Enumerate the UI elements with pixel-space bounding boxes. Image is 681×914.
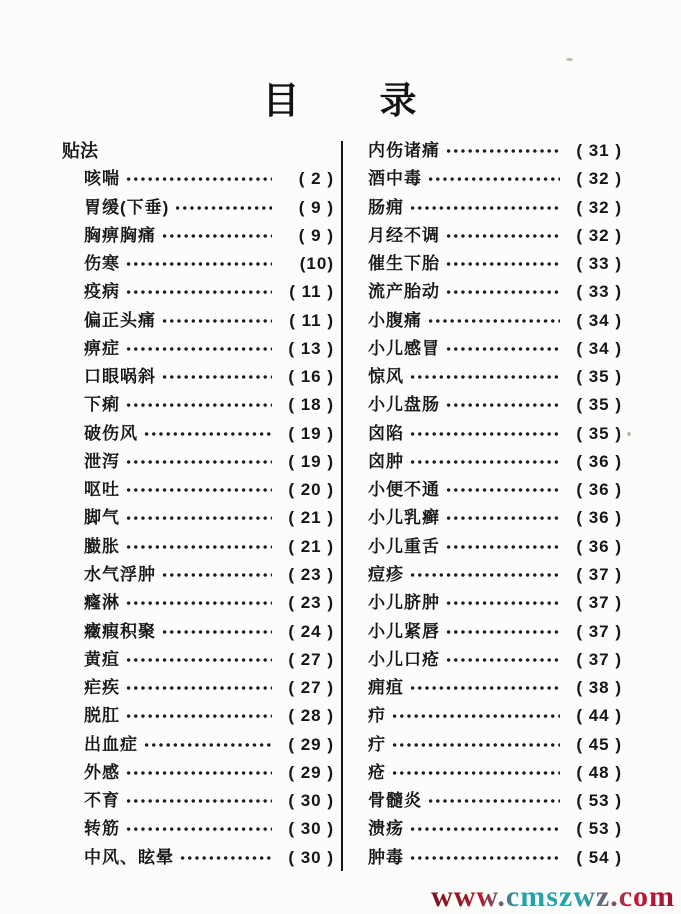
toc-entry-title: 内伤诸痛 (368, 141, 440, 160)
dot-leader (443, 335, 560, 363)
dot-leader (443, 222, 560, 250)
toc-entry-title: 破伤风 (84, 423, 138, 443)
toc-entry-page: ( 16 ) (288, 367, 334, 387)
toc-entry-page: ( 36 ) (576, 480, 622, 500)
toc-entry-title: 呕吐 (84, 480, 120, 500)
toc-entry-page: ( 35 ) (576, 423, 622, 443)
toc-entry (368, 674, 622, 702)
dot-leader (123, 702, 272, 730)
dot-leader (172, 194, 272, 222)
toc-entry (62, 702, 334, 730)
toc-entry-title: 肠痈 (368, 197, 404, 217)
dot-leader (425, 307, 560, 335)
toc-entry-page: ( 27 ) (288, 678, 334, 698)
dot-leader (123, 250, 272, 278)
toc-entry-title: 痹症 (84, 338, 120, 358)
toc-entry (62, 731, 334, 759)
toc-entry (368, 307, 622, 335)
toc-entry-title: 小儿口疮 (368, 649, 440, 669)
toc-entry (368, 731, 622, 759)
dot-leader (443, 589, 560, 617)
dot-leader (443, 250, 560, 278)
toc-entry-title: 囟陷 (368, 423, 404, 443)
toc-entry (368, 194, 622, 222)
toc-entry-title: 骨髓炎 (368, 791, 422, 811)
toc-entry-page: ( 28 ) (288, 706, 334, 726)
toc-entry (62, 278, 334, 306)
toc-entry-page: ( 38 ) (576, 678, 622, 698)
dot-leader (141, 420, 272, 448)
toc-entry (62, 222, 334, 250)
toc-entry-page: ( 53 ) (576, 819, 622, 839)
toc-entry-title: 臌胀 (84, 536, 120, 556)
toc-entry-page: ( 37 ) (576, 649, 622, 669)
toc-entry-title: 囟肿 (368, 451, 404, 471)
toc-entry (368, 448, 622, 476)
toc-entry-title: 咳喘 (84, 169, 120, 189)
toc-entry-page: ( 18 ) (288, 395, 334, 415)
toc-entry (62, 194, 334, 222)
dot-leader (443, 278, 560, 306)
toc-entry-title: 疔 (368, 734, 386, 754)
dot-leader (159, 222, 272, 250)
toc-entry-page: ( 53 ) (576, 791, 622, 811)
scan-artifact (566, 58, 573, 61)
toc-entry-title: 小儿紧唇 (368, 621, 440, 641)
toc-entry-title: 胃缓(下垂) (84, 197, 170, 217)
toc-entry-page: ( 29 ) (288, 762, 334, 782)
toc-entry-page: ( 31 ) (576, 141, 622, 160)
toc-entry (368, 335, 622, 363)
toc-entry-title: 外感 (84, 762, 120, 782)
section-header: 贴法 (62, 141, 98, 161)
dot-leader (443, 618, 560, 646)
toc-entry-page: ( 21 ) (288, 536, 334, 556)
toc-right-column (368, 137, 622, 872)
toc-entry-title: 痘疹 (368, 564, 404, 584)
toc-entry (62, 561, 334, 589)
dot-leader (123, 335, 272, 363)
toc-entry-page: ( 54 ) (576, 847, 622, 867)
dot-leader (389, 702, 560, 730)
dot-leader (123, 589, 272, 617)
toc-entry (62, 476, 334, 504)
toc-entry-title: 下痢 (84, 395, 120, 415)
toc-entry-page: ( 34 ) (576, 310, 622, 330)
toc-entry (368, 844, 622, 872)
toc-entry-page: ( 9 ) (298, 225, 334, 245)
toc-entry (368, 278, 622, 306)
dot-leader (443, 137, 560, 165)
toc-entry-title: 癥瘕积聚 (84, 621, 156, 641)
toc-entry-title: 流产胎动 (368, 282, 440, 302)
toc-entry-page: ( 33 ) (576, 254, 622, 274)
toc-entry (368, 165, 622, 193)
dot-leader (159, 561, 272, 589)
toc-entry-title: 黄疸 (84, 649, 120, 669)
toc-entry (368, 561, 622, 589)
toc-entry (62, 618, 334, 646)
toc-entry (62, 589, 334, 617)
toc-entry-page: ( 48 ) (576, 762, 622, 782)
toc-entry-title: 肿毒 (368, 847, 404, 867)
toc-entry-title: 脚气 (84, 508, 120, 528)
toc-entry (368, 137, 622, 165)
dot-leader (407, 844, 560, 872)
toc-entry-page: ( 32 ) (576, 225, 622, 245)
toc-entry-title: 疫病 (84, 282, 120, 302)
dot-leader (407, 448, 560, 476)
toc-entry-page: ( 20 ) (288, 480, 334, 500)
toc-entry-title: 泄泻 (84, 451, 120, 471)
toc-entry-page: ( 2 ) (298, 169, 334, 189)
toc-entry (62, 165, 334, 193)
toc-entry (62, 759, 334, 787)
toc-entry-page: ( 13 ) (288, 338, 334, 358)
toc-entry (62, 646, 334, 674)
toc-entry (62, 448, 334, 476)
toc-entry (368, 618, 622, 646)
toc-entry-page: ( 32 ) (576, 197, 622, 217)
toc-entry-title: 水气浮肿 (84, 565, 156, 585)
dot-leader (443, 533, 560, 561)
toc-entry-title: 脱肛 (84, 706, 120, 726)
toc-entry-page: ( 34 ) (576, 338, 622, 358)
toc-entry-page: ( 30 ) (288, 819, 334, 839)
dot-leader (123, 391, 272, 419)
dot-leader (407, 815, 560, 843)
dot-leader (407, 363, 560, 391)
toc-entry (62, 533, 334, 561)
dot-leader (123, 278, 272, 306)
toc-entry-page: ( 19 ) (288, 423, 334, 443)
toc-entry-page: ( 36 ) (576, 536, 622, 556)
toc-entry (368, 391, 622, 419)
toc-entry (368, 787, 622, 815)
toc-entry (368, 420, 622, 448)
toc-entry-page: ( 21 ) (288, 508, 334, 528)
toc-entry-title: 伤寒 (84, 254, 120, 274)
toc-entry-page: ( 11 ) (289, 282, 334, 302)
toc-entry-page: ( 36 ) (576, 451, 622, 471)
toc-entry-title: 疮 (368, 762, 386, 782)
dot-leader (443, 504, 560, 532)
dot-leader (159, 618, 272, 646)
scan-artifact (627, 432, 631, 436)
toc-entry-page: ( 36 ) (576, 508, 622, 528)
toc-entry-page: ( 35 ) (576, 367, 622, 387)
dot-leader (159, 363, 272, 391)
toc-entry-title: 催生下胎 (368, 254, 440, 274)
toc-entry-page: ( 19 ) (288, 451, 334, 471)
toc-entry-title: 小儿脐肿 (368, 593, 440, 613)
toc-entry-page: (10) (299, 254, 334, 274)
toc-entry-title: 小儿盘肠 (368, 395, 440, 415)
toc-entry-page: ( 24 ) (288, 621, 334, 641)
toc-entry-title: 偏正头痛 (84, 310, 156, 330)
toc-entry-title: 小儿重舌 (368, 536, 440, 556)
dot-leader (407, 561, 560, 589)
toc-entry (62, 250, 334, 278)
dot-leader (443, 646, 560, 674)
dot-leader (177, 844, 272, 872)
dot-leader (123, 504, 272, 532)
dot-leader (123, 476, 272, 504)
dot-leader (389, 731, 560, 759)
toc-entry-title: 小便不通 (368, 480, 440, 500)
toc-entry (62, 674, 334, 702)
dot-leader (407, 420, 560, 448)
toc-entry (62, 504, 334, 532)
toc-entry (368, 363, 622, 391)
toc-entry-title: 不育 (84, 791, 120, 811)
toc-entry-page: ( 32 ) (576, 169, 622, 189)
toc-entry-title: 月经不调 (368, 225, 440, 245)
toc-entry (62, 335, 334, 363)
toc-entry-page: ( 37 ) (576, 621, 622, 641)
toc-left-rows (62, 165, 334, 872)
toc-entry (368, 222, 622, 250)
toc-entry (62, 391, 334, 419)
toc-entry-title: 酒中毒 (368, 169, 422, 189)
toc-entry (62, 815, 334, 843)
toc-entry (368, 533, 622, 561)
toc-entry-page: ( 35 ) (576, 395, 622, 415)
toc-entry (368, 504, 622, 532)
toc-entry (368, 589, 622, 617)
dot-leader (141, 731, 272, 759)
toc-entry-page: ( 27 ) (288, 649, 334, 669)
watermark-url: www.cmszwz.com (431, 880, 675, 913)
toc-entry-page: ( 30 ) (288, 847, 334, 867)
toc-entry-page: ( 33 ) (576, 282, 622, 302)
toc-entry-page: ( 37 ) (576, 564, 622, 584)
dot-leader (123, 787, 272, 815)
toc-entry-title: 癃淋 (84, 593, 120, 613)
toc-entry (368, 476, 622, 504)
toc-entry (62, 787, 334, 815)
toc-entry (368, 815, 622, 843)
dot-leader (425, 787, 560, 815)
dot-leader (123, 646, 272, 674)
toc-entry-page: ( 23 ) (288, 593, 334, 613)
toc-entry-title: 口眼㖞斜 (84, 367, 156, 387)
toc-entry (62, 844, 334, 872)
toc-entry-title: 中风、眩晕 (84, 847, 174, 867)
toc-entry-title: 胸痹胸痛 (84, 225, 156, 245)
toc-entry-page: ( 9 ) (298, 197, 334, 217)
toc-entry-page: ( 30 ) (288, 791, 334, 811)
dot-leader (407, 674, 560, 702)
toc-entry-title: 溃疡 (368, 819, 404, 839)
toc-entry-title: 小腹痛 (368, 310, 422, 330)
toc-entry-page: ( 44 ) (576, 706, 622, 726)
toc-entry-title: 小儿乳癣 (368, 508, 440, 528)
dot-leader (407, 194, 560, 222)
toc-entry (368, 759, 622, 787)
dot-leader (159, 307, 272, 335)
dot-leader (443, 476, 560, 504)
dot-leader (123, 448, 272, 476)
dot-leader (443, 391, 560, 419)
toc-entry-title: 惊风 (368, 367, 404, 387)
dot-leader (123, 759, 272, 787)
page-title: 目 录 (262, 81, 419, 122)
toc-right-rows (368, 137, 622, 872)
dot-leader (389, 759, 560, 787)
toc-entry (62, 420, 334, 448)
toc-entry (368, 646, 622, 674)
toc-entry (368, 702, 622, 730)
toc-entry-page: ( 45 ) (576, 734, 622, 754)
toc-entry-page: ( 11 ) (289, 310, 334, 330)
dot-leader (425, 165, 560, 193)
toc-entry-page: ( 37 ) (576, 593, 622, 613)
toc-entry-title: 疖 (368, 706, 386, 726)
toc-left-column (62, 137, 334, 872)
toc-entry-title: 痈疽 (368, 678, 404, 698)
toc-entry (368, 250, 622, 278)
toc-entry-title: 疟疾 (84, 678, 120, 698)
dot-leader (123, 533, 272, 561)
dot-leader (123, 674, 272, 702)
toc-entry-title: 出血症 (84, 734, 138, 754)
toc-entry-page: ( 29 ) (288, 734, 334, 754)
toc-entry (62, 307, 334, 335)
toc-entry-page: ( 23 ) (288, 565, 334, 585)
toc-entry-title: 转筋 (84, 819, 120, 839)
dot-leader (123, 815, 272, 843)
dot-leader (123, 165, 272, 193)
column-divider-line (341, 141, 343, 871)
toc-entry (62, 363, 334, 391)
toc-entry-title: 小儿感冒 (368, 338, 440, 358)
